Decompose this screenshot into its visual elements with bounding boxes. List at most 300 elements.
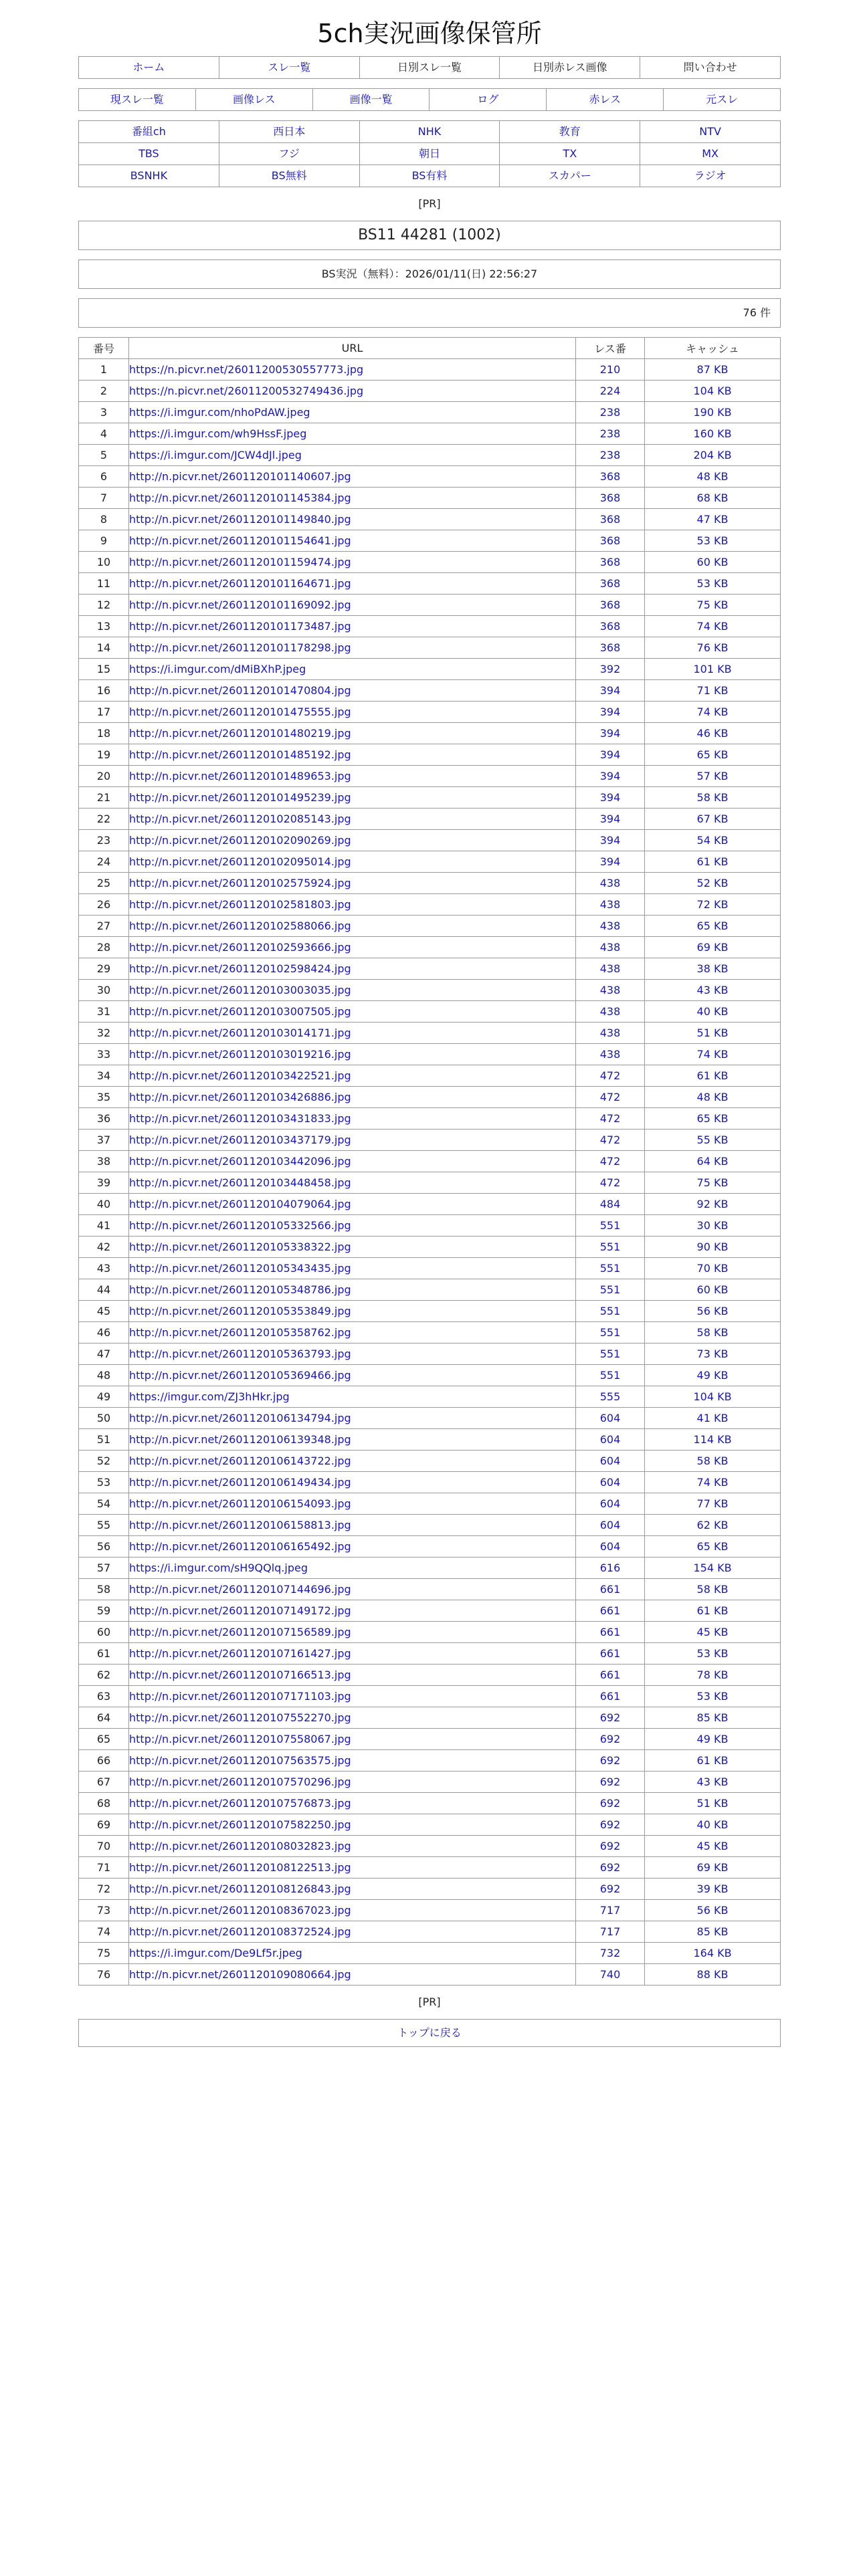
header-res-number: レス番 xyxy=(576,338,645,359)
res-number-link[interactable]: 438 xyxy=(576,958,645,980)
cache-size-link[interactable]: 204 KB xyxy=(645,445,781,466)
row-url-cell xyxy=(129,359,576,381)
cache-size-link[interactable]: 67 KB xyxy=(645,809,781,830)
res-number-link[interactable]: 394 xyxy=(576,723,645,744)
cache-size-link[interactable]: 53 KB xyxy=(645,530,781,552)
cache-size-link[interactable]: 85 KB xyxy=(645,1707,781,1729)
image-url-link[interactable]: http://n.picvr.net/2601120106154093.jpg xyxy=(129,1497,351,1510)
table-row xyxy=(79,937,781,958)
channel-link[interactable]: ラジオ xyxy=(640,165,781,187)
res-number-link[interactable]: 692 xyxy=(576,1879,645,1900)
image-url-link[interactable]: http://n.picvr.net/2601120109080664.jpg xyxy=(129,1968,351,1981)
cache-size-link[interactable]: 58 KB xyxy=(645,1322,781,1344)
res-number-link[interactable]: 368 xyxy=(576,509,645,530)
image-list-table xyxy=(78,337,781,1985)
nav-sub-item[interactable]: 赤レス xyxy=(547,89,664,111)
cache-size-link[interactable]: 48 KB xyxy=(645,1087,781,1108)
res-number-link[interactable]: 224 xyxy=(576,381,645,402)
cache-size-link[interactable]: 38 KB xyxy=(645,958,781,980)
table-row xyxy=(79,744,781,766)
cache-size-link[interactable]: 60 KB xyxy=(645,1279,781,1301)
row-url-cell xyxy=(129,1536,576,1558)
res-number-link[interactable]: 394 xyxy=(576,851,645,873)
res-number-link[interactable]: 394 xyxy=(576,680,645,702)
channel-link[interactable]: NTV xyxy=(640,121,781,143)
image-url-link[interactable]: http://n.picvr.net/2601120107166513.jpg xyxy=(129,1669,351,1681)
channel-link[interactable]: BSNHK xyxy=(79,165,219,187)
image-url-link[interactable]: http://n.picvr.net/2601120101140607.jpg xyxy=(129,470,351,483)
image-url-link[interactable]: http://n.picvr.net/2601120103448458.jpg xyxy=(129,1176,351,1189)
res-number-link[interactable]: 616 xyxy=(576,1558,645,1579)
res-number-link[interactable]: 438 xyxy=(576,1044,645,1065)
image-url-link[interactable]: http://n.picvr.net/2601120108122513.jpg xyxy=(129,1861,351,1874)
channel-link[interactable]: 教育 xyxy=(500,121,640,143)
image-url-link[interactable]: http://n.picvr.net/2601120101164671.jpg xyxy=(129,577,351,590)
cache-size-link[interactable]: 43 KB xyxy=(645,980,781,1001)
image-url-link[interactable]: http://n.picvr.net/2601120107144696.jpg xyxy=(129,1583,351,1596)
cache-size-link[interactable]: 43 KB xyxy=(645,1772,781,1793)
image-url-link[interactable]: http://n.picvr.net/2601120108367023.jpg xyxy=(129,1904,351,1917)
table-row xyxy=(79,1772,781,1793)
res-number-link[interactable]: 394 xyxy=(576,766,645,787)
image-url-link[interactable]: http://n.picvr.net/2601120101154641.jpg xyxy=(129,534,351,547)
row-url-cell xyxy=(129,1065,576,1087)
cache-size-link[interactable]: 87 KB xyxy=(645,359,781,381)
res-number-link[interactable]: 368 xyxy=(576,595,645,616)
channel-link[interactable]: スカパー xyxy=(500,165,640,187)
cache-size-link[interactable]: 68 KB xyxy=(645,488,781,509)
res-number-link[interactable]: 717 xyxy=(576,1921,645,1943)
image-url-link[interactable]: http://n.picvr.net/2601120107558067.jpg xyxy=(129,1733,351,1745)
cache-size-link[interactable]: 71 KB xyxy=(645,680,781,702)
image-url-link[interactable]: https://n.picvr.net/26011200532749436.jpg xyxy=(129,385,364,397)
nav-sub-item[interactable]: 画像一覧 xyxy=(313,89,430,111)
image-url-link[interactable]: http://n.picvr.net/2601120102588066.jpg xyxy=(129,920,351,932)
cache-size-link[interactable]: 92 KB xyxy=(645,1194,781,1215)
image-url-link[interactable]: http://n.picvr.net/2601120106158813.jpg xyxy=(129,1519,351,1531)
row-url-cell xyxy=(129,1921,576,1943)
row-number: 44 xyxy=(79,1279,129,1301)
cache-size-link[interactable]: 45 KB xyxy=(645,1836,781,1857)
res-number-link[interactable]: 692 xyxy=(576,1793,645,1814)
image-url-link[interactable]: https://i.imgur.com/sH9QQlq.jpeg xyxy=(129,1562,308,1574)
cache-size-link[interactable]: 41 KB xyxy=(645,1408,781,1429)
image-url-link[interactable]: http://n.picvr.net/2601120106134794.jpg xyxy=(129,1412,351,1424)
image-url-link[interactable]: http://n.picvr.net/2601120101495239.jpg xyxy=(129,791,351,804)
res-number-link[interactable]: 368 xyxy=(576,573,645,595)
image-url-link[interactable]: http://n.picvr.net/2601120105332566.jpg xyxy=(129,1219,351,1232)
res-number-link[interactable]: 394 xyxy=(576,787,645,809)
table-row xyxy=(79,1194,781,1215)
image-url-link[interactable]: http://n.picvr.net/2601120101475555.jpg xyxy=(129,706,351,718)
cache-size-link[interactable]: 53 KB xyxy=(645,1686,781,1707)
cache-size-link[interactable]: 65 KB xyxy=(645,1536,781,1558)
channel-link[interactable]: 朝日 xyxy=(360,143,500,165)
cache-size-link[interactable]: 74 KB xyxy=(645,702,781,723)
image-url-link[interactable]: http://n.picvr.net/2601120103007505.jpg xyxy=(129,1005,351,1018)
res-number-link[interactable]: 692 xyxy=(576,1707,645,1729)
image-url-link[interactable]: http://n.picvr.net/2601120101169092.jpg xyxy=(129,599,351,611)
table-row xyxy=(79,723,781,744)
res-number-link[interactable]: 661 xyxy=(576,1579,645,1600)
cache-size-link[interactable]: 58 KB xyxy=(645,787,781,809)
cache-size-link[interactable]: 45 KB xyxy=(645,1622,781,1643)
image-url-link[interactable]: http://n.picvr.net/2601120106149434.jpg xyxy=(129,1476,351,1489)
res-number-link[interactable]: 551 xyxy=(576,1344,645,1365)
row-url-cell xyxy=(129,1686,576,1707)
row-url-cell xyxy=(129,1386,576,1408)
image-url-link[interactable]: http://n.picvr.net/2601120101178298.jpg xyxy=(129,641,351,654)
cache-size-link[interactable]: 52 KB xyxy=(645,873,781,894)
image-url-link[interactable]: http://n.picvr.net/2601120108126843.jpg xyxy=(129,1883,351,1895)
cache-size-link[interactable]: 51 KB xyxy=(645,1793,781,1814)
image-url-link[interactable]: http://n.picvr.net/2601120107149172.jpg xyxy=(129,1604,351,1617)
res-number-link[interactable]: 661 xyxy=(576,1665,645,1686)
image-url-link[interactable]: http://n.picvr.net/2601120103437179.jpg xyxy=(129,1134,351,1146)
image-url-link[interactable]: http://n.picvr.net/2601120107582250.jpg xyxy=(129,1818,351,1831)
res-number-link[interactable]: 438 xyxy=(576,937,645,958)
row-url-cell xyxy=(129,766,576,787)
image-url-link[interactable]: http://n.picvr.net/2601120105348786.jpg xyxy=(129,1283,351,1296)
image-url-link[interactable]: http://n.picvr.net/2601120106143722.jpg xyxy=(129,1455,351,1467)
image-url-link[interactable]: http://n.picvr.net/2601120107570296.jpg xyxy=(129,1776,351,1788)
site-title[interactable]: 5ch実況画像保管所 xyxy=(317,19,542,48)
back-to-top-button[interactable] xyxy=(78,2019,781,2047)
cache-size-link[interactable]: 61 KB xyxy=(645,851,781,873)
cache-size-link[interactable]: 74 KB xyxy=(645,1044,781,1065)
res-number-link[interactable]: 661 xyxy=(576,1643,645,1665)
res-number-link[interactable]: 604 xyxy=(576,1472,645,1493)
image-url-link[interactable]: http://n.picvr.net/2601120101485192.jpg xyxy=(129,748,351,761)
back-to-top-link[interactable]: トップに戻る xyxy=(397,2026,462,2039)
res-number-link[interactable]: 740 xyxy=(576,1964,645,1985)
image-url-link[interactable]: https://i.imgur.com/JCW4dJl.jpeg xyxy=(129,449,302,461)
image-url-link[interactable]: http://n.picvr.net/2601120108372524.jpg xyxy=(129,1925,351,1938)
res-number-link[interactable]: 472 xyxy=(576,1130,645,1151)
table-row xyxy=(79,1408,781,1429)
table-row xyxy=(79,1600,781,1622)
cache-size-link[interactable]: 58 KB xyxy=(645,1451,781,1472)
nav-sub-item[interactable]: 画像レス xyxy=(196,89,313,111)
image-url-link[interactable]: http://n.picvr.net/2601120102598424.jpg xyxy=(129,962,351,975)
cache-size-link[interactable]: 65 KB xyxy=(645,916,781,937)
cache-size-link[interactable]: 70 KB xyxy=(645,1258,781,1279)
cache-size-link[interactable]: 69 KB xyxy=(645,1857,781,1879)
res-number-link[interactable]: 551 xyxy=(576,1365,645,1386)
res-number-link[interactable]: 472 xyxy=(576,1087,645,1108)
row-number: 15 xyxy=(79,659,129,680)
image-url-link[interactable]: http://n.picvr.net/2601120105338322.jpg xyxy=(129,1241,351,1253)
cache-size-link[interactable]: 49 KB xyxy=(645,1365,781,1386)
cache-size-link[interactable]: 61 KB xyxy=(645,1750,781,1772)
image-url-link[interactable]: http://n.picvr.net/2601120107171103.jpg xyxy=(129,1690,351,1703)
row-number: 54 xyxy=(79,1493,129,1515)
res-number-link[interactable]: 551 xyxy=(576,1322,645,1344)
cache-size-link[interactable]: 164 KB xyxy=(645,1943,781,1964)
image-url-link[interactable]: http://n.picvr.net/2601120104079064.jpg xyxy=(129,1198,351,1210)
image-url-link[interactable]: http://n.picvr.net/2601120106139348.jpg xyxy=(129,1433,351,1446)
res-number-link[interactable]: 368 xyxy=(576,616,645,637)
table-row xyxy=(79,1750,781,1772)
channel-link[interactable]: NHK xyxy=(360,121,500,143)
res-number-link[interactable]: 368 xyxy=(576,552,645,573)
cache-size-link[interactable]: 77 KB xyxy=(645,1493,781,1515)
cache-size-link[interactable]: 154 KB xyxy=(645,1558,781,1579)
res-number-link[interactable]: 394 xyxy=(576,830,645,851)
cache-size-link[interactable]: 104 KB xyxy=(645,381,781,402)
res-number-link[interactable]: 732 xyxy=(576,1943,645,1964)
res-number-link[interactable]: 604 xyxy=(576,1429,645,1451)
channel-link[interactable]: フジ xyxy=(219,143,360,165)
res-number-link[interactable]: 717 xyxy=(576,1900,645,1921)
res-number-link[interactable]: 438 xyxy=(576,916,645,937)
res-number-link[interactable]: 551 xyxy=(576,1301,645,1322)
row-number: 46 xyxy=(79,1322,129,1344)
image-url-link[interactable]: http://n.picvr.net/2601120108032823.jpg xyxy=(129,1840,351,1852)
cache-size-link[interactable]: 85 KB xyxy=(645,1921,781,1943)
res-number-link[interactable]: 438 xyxy=(576,980,645,1001)
res-number-link[interactable]: 238 xyxy=(576,402,645,423)
cache-size-link[interactable]: 78 KB xyxy=(645,1665,781,1686)
cache-size-link[interactable]: 73 KB xyxy=(645,1344,781,1365)
nav-sub-item[interactable]: 元スレ xyxy=(664,89,781,111)
res-number-link[interactable]: 438 xyxy=(576,1001,645,1023)
res-number-link[interactable]: 394 xyxy=(576,809,645,830)
row-url-cell xyxy=(129,1515,576,1536)
row-number: 48 xyxy=(79,1365,129,1386)
table-row xyxy=(79,552,781,573)
image-url-link[interactable]: http://n.picvr.net/2601120103426886.jpg xyxy=(129,1091,351,1103)
res-number-link[interactable]: 438 xyxy=(576,873,645,894)
res-number-link[interactable]: 551 xyxy=(576,1279,645,1301)
row-number: 55 xyxy=(79,1515,129,1536)
image-url-link[interactable]: http://n.picvr.net/2601120102095014.jpg xyxy=(129,855,351,868)
image-url-link[interactable]: http://n.picvr.net/2601120103003035.jpg xyxy=(129,984,351,996)
image-url-link[interactable]: https://imgur.com/ZJ3hHkr.jpg xyxy=(129,1390,290,1403)
cache-size-link[interactable]: 49 KB xyxy=(645,1729,781,1750)
res-number-link[interactable]: 472 xyxy=(576,1151,645,1172)
cache-size-link[interactable]: 56 KB xyxy=(645,1301,781,1322)
row-number: 64 xyxy=(79,1707,129,1729)
res-number-link[interactable]: 394 xyxy=(576,744,645,766)
image-url-link[interactable]: http://n.picvr.net/2601120103014171.jpg xyxy=(129,1027,351,1039)
res-number-link[interactable]: 368 xyxy=(576,530,645,552)
image-url-link[interactable]: http://n.picvr.net/2601120105353849.jpg xyxy=(129,1305,351,1317)
image-url-link[interactable]: http://n.picvr.net/2601120101173487.jpg xyxy=(129,620,351,633)
cache-size-link[interactable]: 69 KB xyxy=(645,937,781,958)
cache-size-link[interactable]: 48 KB xyxy=(645,466,781,488)
res-number-link[interactable]: 438 xyxy=(576,1023,645,1044)
image-url-link[interactable]: http://n.picvr.net/2601120102575924.jpg xyxy=(129,877,351,889)
res-number-link[interactable]: 692 xyxy=(576,1772,645,1793)
channel-link[interactable]: MX xyxy=(640,143,781,165)
image-url-link[interactable]: http://n.picvr.net/2601120105363793.jpg xyxy=(129,1348,351,1360)
cache-size-link[interactable]: 55 KB xyxy=(645,1130,781,1151)
image-url-link[interactable]: http://n.picvr.net/2601120101145384.jpg xyxy=(129,492,351,504)
pr-label-top[interactable]: [PR] xyxy=(418,197,441,210)
res-number-link[interactable]: 472 xyxy=(576,1172,645,1194)
row-url-cell xyxy=(129,509,576,530)
table-row xyxy=(79,1536,781,1558)
image-url-link[interactable]: http://n.picvr.net/2601120105358762.jpg xyxy=(129,1326,351,1339)
image-url-link[interactable]: https://n.picvr.net/26011200530557773.jpg xyxy=(129,363,364,376)
cache-size-link[interactable]: 56 KB xyxy=(645,1900,781,1921)
image-url-link[interactable]: http://n.picvr.net/2601120103019216.jpg xyxy=(129,1048,351,1061)
cache-size-link[interactable]: 61 KB xyxy=(645,1600,781,1622)
cache-size-link[interactable]: 51 KB xyxy=(645,1023,781,1044)
row-number: 14 xyxy=(79,637,129,659)
image-url-link[interactable]: http://n.picvr.net/2601120101480219.jpg xyxy=(129,727,351,740)
image-url-link[interactable]: http://n.picvr.net/2601120101149840.jpg xyxy=(129,513,351,526)
res-number-link[interactable]: 472 xyxy=(576,1108,645,1130)
res-number-link[interactable]: 368 xyxy=(576,637,645,659)
image-url-link[interactable]: http://n.picvr.net/2601120102085143.jpg xyxy=(129,813,351,825)
image-url-link[interactable]: http://n.picvr.net/2601120103431833.jpg xyxy=(129,1112,351,1125)
cache-size-link[interactable]: 160 KB xyxy=(645,423,781,445)
channel-link[interactable]: TX xyxy=(500,143,640,165)
cache-size-link[interactable]: 64 KB xyxy=(645,1151,781,1172)
nav-sub-item[interactable]: ログ xyxy=(430,89,547,111)
image-url-link[interactable]: http://n.picvr.net/2601120107156589.jpg xyxy=(129,1626,351,1638)
res-number-link[interactable]: 604 xyxy=(576,1451,645,1472)
image-url-link[interactable]: http://n.picvr.net/2601120103442096.jpg xyxy=(129,1155,351,1168)
channel-link[interactable]: BS無料 xyxy=(219,165,360,187)
image-url-link[interactable]: http://n.picvr.net/2601120105369466.jpg xyxy=(129,1369,351,1382)
res-number-link[interactable]: 551 xyxy=(576,1237,645,1258)
res-number-link[interactable]: 484 xyxy=(576,1194,645,1215)
image-url-link[interactable]: http://n.picvr.net/2601120107161427.jpg xyxy=(129,1647,351,1660)
image-url-link[interactable]: http://n.picvr.net/2601120102593666.jpg xyxy=(129,941,351,954)
row-number: 21 xyxy=(79,787,129,809)
nav-main-item[interactable]: 問い合わせ xyxy=(640,57,781,79)
res-number-link[interactable]: 604 xyxy=(576,1515,645,1536)
cache-size-link[interactable]: 75 KB xyxy=(645,1172,781,1194)
image-url-link[interactable]: http://n.picvr.net/2601120101470804.jpg xyxy=(129,684,351,697)
table-row xyxy=(79,573,781,595)
cache-size-link[interactable]: 39 KB xyxy=(645,1879,781,1900)
res-number-link[interactable]: 472 xyxy=(576,1065,645,1087)
res-number-link[interactable]: 368 xyxy=(576,466,645,488)
cache-size-link[interactable]: 54 KB xyxy=(645,830,781,851)
image-url-link[interactable]: https://i.imgur.com/nhoPdAW.jpeg xyxy=(129,406,310,419)
cache-size-link[interactable]: 88 KB xyxy=(645,1964,781,1985)
res-number-link[interactable]: 238 xyxy=(576,423,645,445)
image-url-link[interactable]: http://n.picvr.net/2601120101159474.jpg xyxy=(129,556,351,568)
row-number: 70 xyxy=(79,1836,129,1857)
nav-sub-item[interactable]: 現スレ一覧 xyxy=(79,89,196,111)
image-url-link[interactable]: https://i.imgur.com/De9Lf5r.jpeg xyxy=(129,1947,302,1959)
image-url-link[interactable]: http://n.picvr.net/2601120102090269.jpg xyxy=(129,834,351,847)
cache-size-link[interactable]: 30 KB xyxy=(645,1215,781,1237)
nav-main-item[interactable]: ホーム xyxy=(79,57,219,79)
cache-size-link[interactable]: 74 KB xyxy=(645,616,781,637)
cache-size-link[interactable]: 53 KB xyxy=(645,1643,781,1665)
image-url-link[interactable]: https://i.imgur.com/dMiBXhP.jpeg xyxy=(129,663,306,675)
cache-size-link[interactable]: 46 KB xyxy=(645,723,781,744)
cache-size-link[interactable]: 60 KB xyxy=(645,552,781,573)
cache-size-link[interactable]: 190 KB xyxy=(645,402,781,423)
row-url-cell xyxy=(129,1151,576,1172)
res-number-link[interactable]: 368 xyxy=(576,488,645,509)
cache-size-link[interactable]: 61 KB xyxy=(645,1065,781,1087)
res-number-link[interactable]: 551 xyxy=(576,1258,645,1279)
res-number-link[interactable]: 604 xyxy=(576,1493,645,1515)
res-number-link[interactable]: 692 xyxy=(576,1857,645,1879)
cache-size-link[interactable]: 53 KB xyxy=(645,573,781,595)
image-url-link[interactable]: http://n.picvr.net/2601120107563575.jpg xyxy=(129,1754,351,1767)
cache-size-link[interactable]: 104 KB xyxy=(645,1386,781,1408)
res-number-link[interactable]: 661 xyxy=(576,1622,645,1643)
cache-size-link[interactable]: 90 KB xyxy=(645,1237,781,1258)
res-number-link[interactable]: 604 xyxy=(576,1408,645,1429)
header-number: 番号 xyxy=(79,338,129,359)
image-url-link[interactable]: http://n.picvr.net/2601120102581803.jpg xyxy=(129,898,351,911)
res-number-link[interactable]: 238 xyxy=(576,445,645,466)
nav-main-item[interactable]: 日別赤レス画像 xyxy=(500,57,640,79)
cache-size-link[interactable]: 62 KB xyxy=(645,1515,781,1536)
cache-size-link[interactable]: 58 KB xyxy=(645,1579,781,1600)
res-number-link[interactable]: 692 xyxy=(576,1836,645,1857)
row-url-cell xyxy=(129,1964,576,1985)
cache-size-link[interactable]: 40 KB xyxy=(645,1001,781,1023)
cache-size-link[interactable]: 74 KB xyxy=(645,1472,781,1493)
cache-size-link[interactable]: 76 KB xyxy=(645,637,781,659)
row-url-cell xyxy=(129,723,576,744)
image-url-link[interactable]: http://n.picvr.net/2601120105343435.jpg xyxy=(129,1262,351,1275)
image-url-link[interactable]: http://n.picvr.net/2601120103422521.jpg xyxy=(129,1069,351,1082)
cache-size-link[interactable]: 65 KB xyxy=(645,744,781,766)
res-number-link[interactable]: 661 xyxy=(576,1600,645,1622)
nav-main-item[interactable]: 日別スレ一覧 xyxy=(360,57,500,79)
image-url-link[interactable]: http://n.picvr.net/2601120106165492.jpg xyxy=(129,1540,351,1553)
res-number-link[interactable]: 438 xyxy=(576,894,645,916)
res-number-link[interactable]: 210 xyxy=(576,359,645,381)
res-number-link[interactable]: 661 xyxy=(576,1686,645,1707)
channel-link[interactable]: 番組ch xyxy=(79,121,219,143)
row-url-cell xyxy=(129,1215,576,1237)
cache-size-link[interactable]: 101 KB xyxy=(645,659,781,680)
cache-size-link[interactable]: 72 KB xyxy=(645,894,781,916)
cache-size-link[interactable]: 75 KB xyxy=(645,595,781,616)
res-number-link[interactable]: 394 xyxy=(576,702,645,723)
res-number-link[interactable]: 392 xyxy=(576,659,645,680)
image-url-link[interactable]: http://n.picvr.net/2601120107552270.jpg xyxy=(129,1711,351,1724)
cache-size-link[interactable]: 57 KB xyxy=(645,766,781,787)
res-number-link[interactable]: 604 xyxy=(576,1536,645,1558)
res-number-link[interactable]: 692 xyxy=(576,1814,645,1836)
res-number-link[interactable]: 692 xyxy=(576,1750,645,1772)
row-number: 7 xyxy=(79,488,129,509)
channel-link[interactable]: TBS xyxy=(79,143,219,165)
nav-main-item[interactable]: スレ一覧 xyxy=(219,57,360,79)
table-row xyxy=(79,488,781,509)
image-url-link[interactable]: http://n.picvr.net/2601120101489653.jpg xyxy=(129,770,351,782)
table-row xyxy=(79,766,781,787)
cache-size-link[interactable]: 65 KB xyxy=(645,1108,781,1130)
cache-size-link[interactable]: 47 KB xyxy=(645,509,781,530)
pr-label-bottom[interactable]: [PR] xyxy=(418,1996,441,2008)
image-url-link[interactable]: https://i.imgur.com/wh9HssF.jpeg xyxy=(129,427,307,440)
cache-size-link[interactable]: 40 KB xyxy=(645,1814,781,1836)
channel-link[interactable]: BS有料 xyxy=(360,165,500,187)
res-number-link[interactable]: 692 xyxy=(576,1729,645,1750)
cache-size-link[interactable]: 114 KB xyxy=(645,1429,781,1451)
table-row xyxy=(79,659,781,680)
res-number-link[interactable]: 555 xyxy=(576,1386,645,1408)
image-url-link[interactable]: http://n.picvr.net/2601120107576873.jpg xyxy=(129,1797,351,1810)
res-number-link[interactable]: 551 xyxy=(576,1215,645,1237)
channel-link[interactable]: 西日本 xyxy=(219,121,360,143)
